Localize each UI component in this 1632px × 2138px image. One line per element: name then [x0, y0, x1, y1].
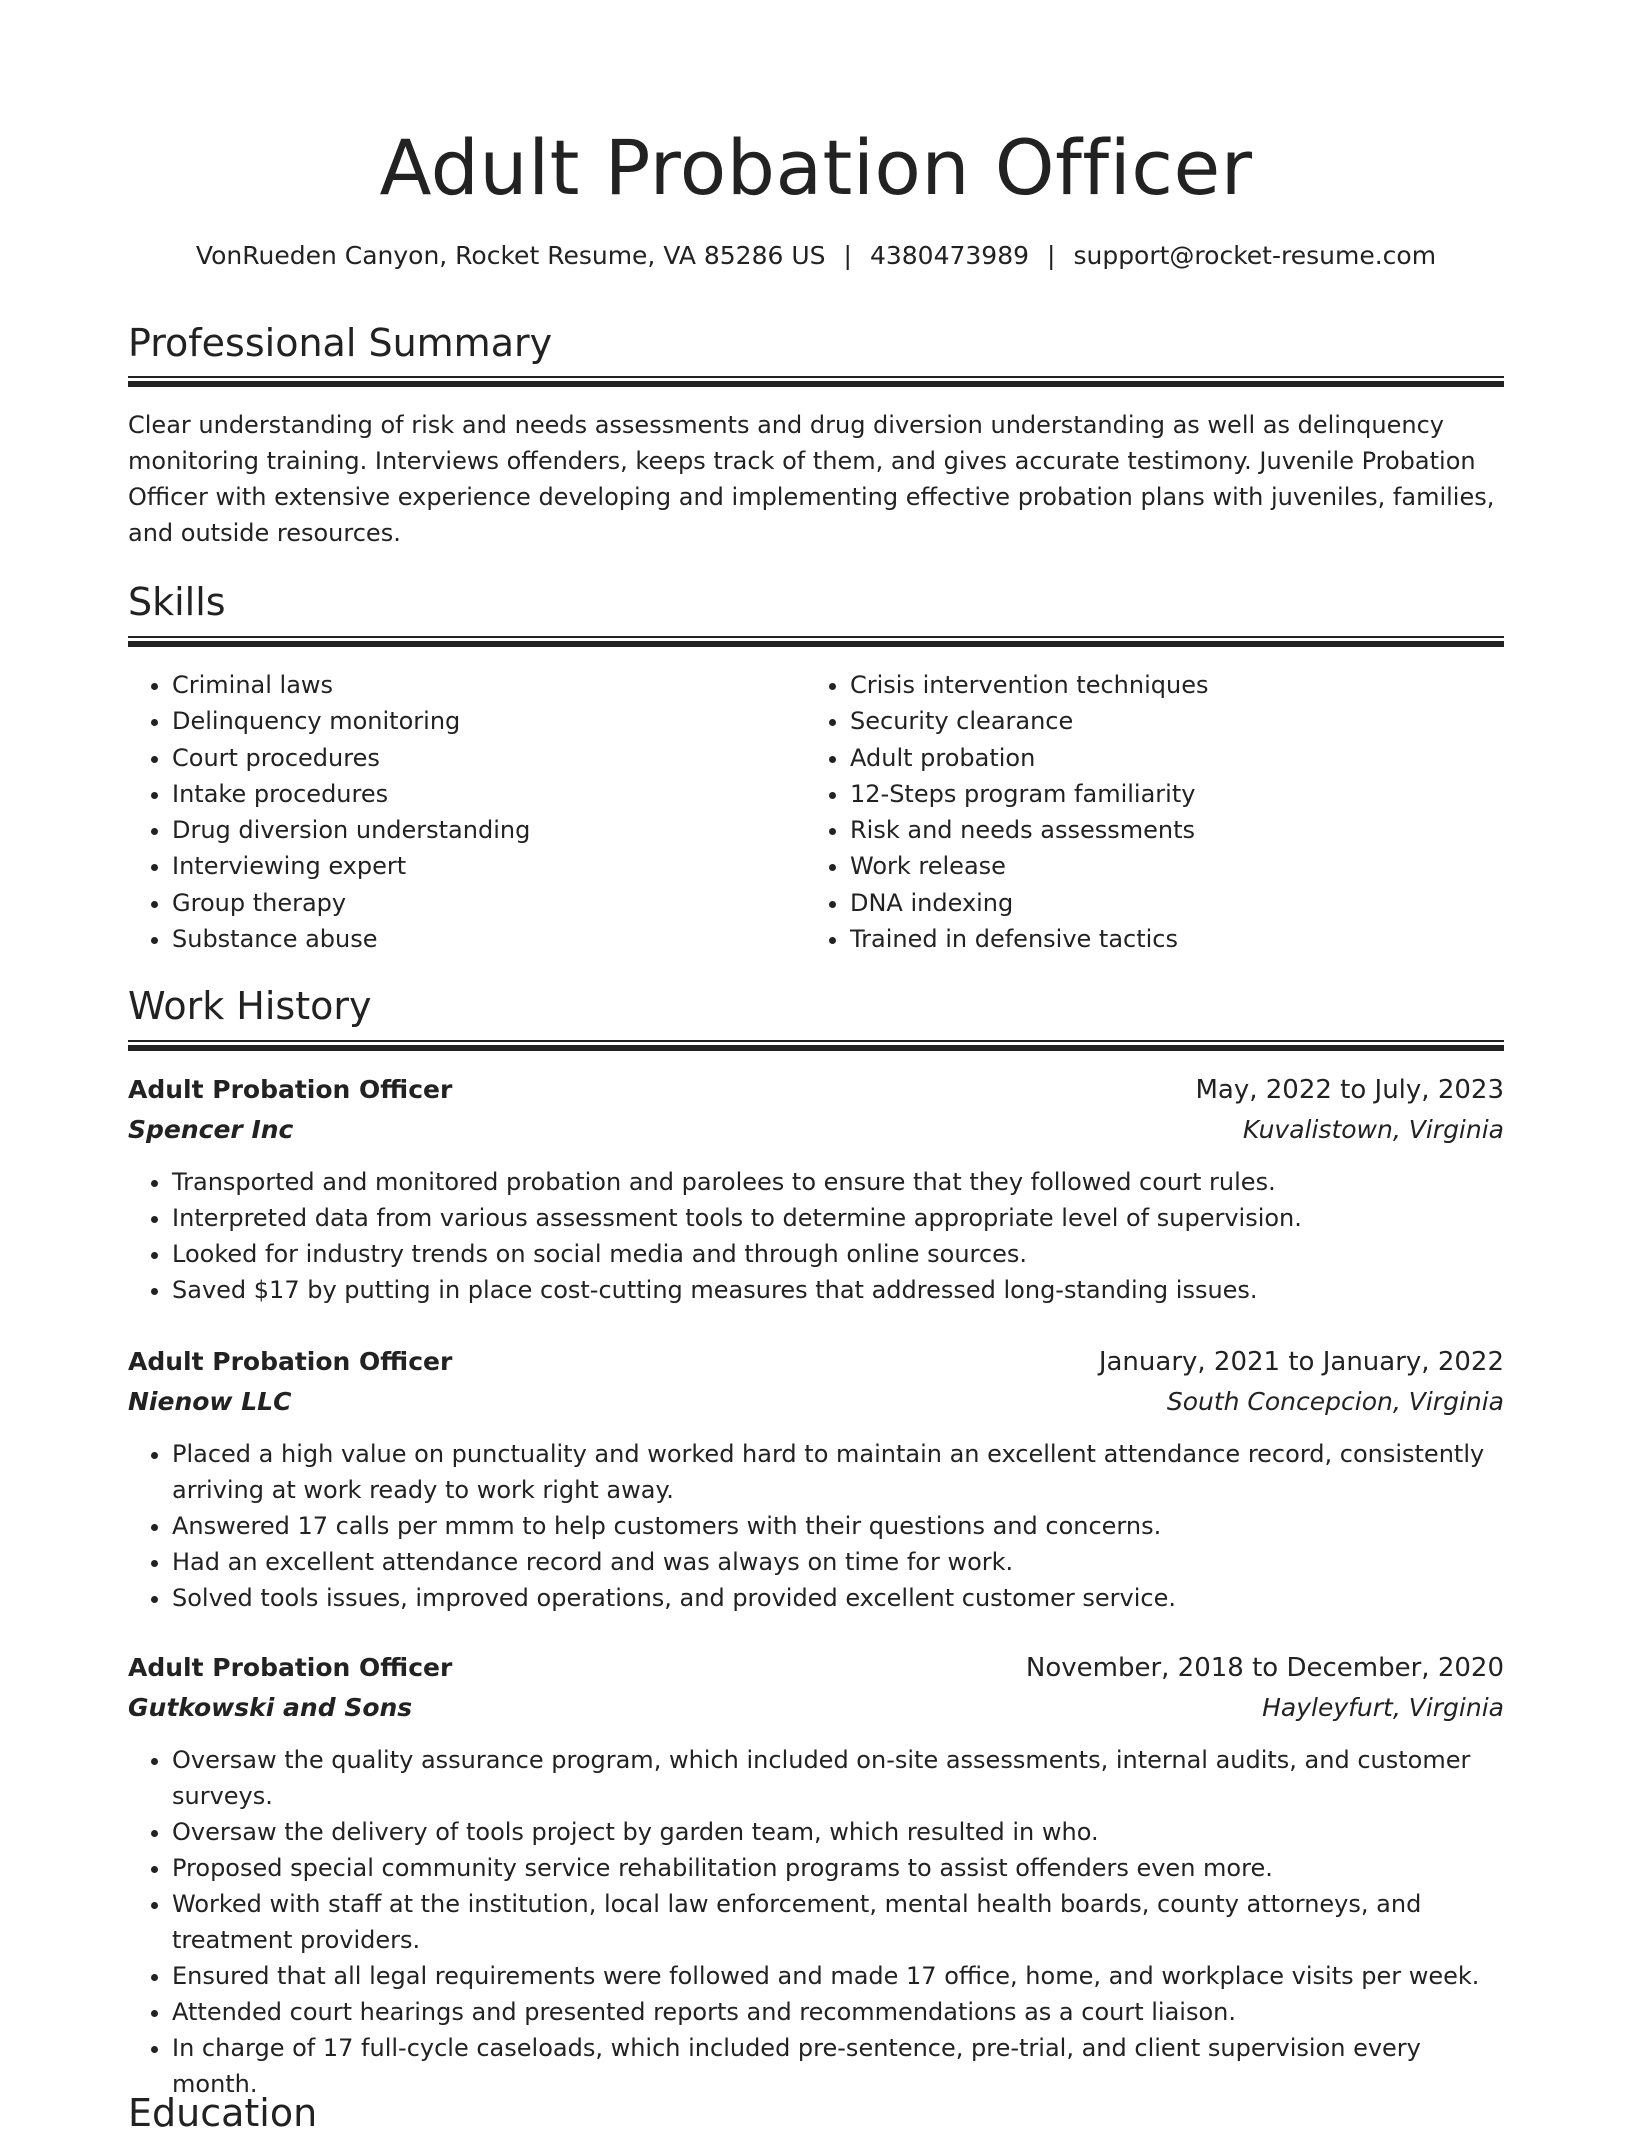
job-dates: November, 2018 to December, 2020 — [1025, 1653, 1504, 1683]
job-responsibilities — [128, 1436, 1504, 1616]
contact-line — [128, 238, 1504, 274]
job-responsibilities — [128, 1742, 1504, 2102]
contact-phone: 4380473989 — [869, 241, 1030, 270]
skill-item: • DNA indexing — [850, 885, 1484, 921]
skill-item: • Substance abuse — [172, 921, 806, 957]
resume-title: Adult Probation Officer — [379, 123, 1253, 212]
contact-email: support@rocket-resume.com — [1073, 241, 1437, 270]
job-title: Adult Probation Officer — [128, 1075, 453, 1104]
section-title-education: Education — [128, 2091, 318, 2135]
list-item: • Ensured that all legal requirements were followed and made 17 office, home, and workplace visits per week. — [172, 1958, 1504, 1994]
skill-item: • Intake procedures — [172, 776, 806, 812]
list-item: • Proposed special community service rehabilitation programs to assist offenders even more. — [172, 1850, 1504, 1886]
job-company: Gutkowski and Sons — [128, 1693, 413, 1722]
list-item: • Looked for industry trends on social media and through online sources. — [172, 1236, 1504, 1272]
skill-item: • Delinquency monitoring — [172, 703, 806, 739]
section-title-work-history: Work History — [128, 984, 372, 1028]
job-responsibilities — [128, 1164, 1504, 1308]
job-location: Kuvalistown, Virginia — [1242, 1115, 1504, 1144]
skill-item: • Adult probation — [850, 740, 1484, 776]
skill-item: • 12-Steps program familiarity — [850, 776, 1484, 812]
job-header — [128, 1070, 1504, 1150]
job-dates: May, 2022 to July, 2023 — [1195, 1075, 1504, 1105]
contact-address: VonRueden Canyon, Rocket Resume, VA 85286 US — [195, 241, 826, 270]
section-title-summary: Professional Summary — [128, 321, 553, 365]
job-company: Spencer Inc — [128, 1115, 294, 1144]
skill-item: • Interviewing expert — [172, 848, 806, 884]
list-item: • Attended court hearings and presented reports and recommendations as a court liaison. — [172, 1994, 1504, 2030]
section-divider — [128, 636, 1504, 647]
list-item: • Had an excellent attendance record and was always on time for work. — [172, 1544, 1504, 1580]
section-divider — [128, 1040, 1504, 1051]
job-location: Hayleyfurt, Virginia — [1262, 1693, 1504, 1722]
skill-item: • Security clearance — [850, 703, 1484, 739]
skills-column-right — [806, 667, 1484, 957]
job-header — [128, 1342, 1504, 1422]
skill-item: • Criminal laws — [172, 667, 806, 703]
list-item: • Solved tools issues, improved operations, and provided excellent customer service. — [172, 1580, 1504, 1616]
list-item: • Worked with staff at the institution, local law enforcement, mental health boards, county attorneys, and treatment providers. — [172, 1886, 1504, 1958]
contact-separator: | — [843, 241, 852, 270]
section-title-skills: Skills — [128, 580, 226, 624]
skill-item: • Trained in defensive tactics — [850, 921, 1484, 957]
job-title: Adult Probation Officer — [128, 1347, 453, 1376]
skill-item: • Crisis intervention techniques — [850, 667, 1484, 703]
list-item: • Saved $17 by putting in place cost-cutting measures that addressed long-standing issues. — [172, 1272, 1504, 1308]
job-location: South Concepcion, Virginia — [1166, 1387, 1504, 1416]
skill-item: • Risk and needs assessments — [850, 812, 1484, 848]
list-item: • Answered 17 calls per mmm to help customers with their questions and concerns. — [172, 1508, 1504, 1544]
summary-text: Clear understanding of risk and needs assessments and drug diversion understanding as well as delinquency monitoring training. Interviews offenders, keeps track of them, and gives accurate testimony. Juvenile Probation Officer with extensive experience developing and implementing effective probation plans with juveniles, families, and outside resources. — [128, 411, 1495, 547]
list-item: • Interpreted data from various assessment tools to determine appropriate level of supervision. — [172, 1200, 1504, 1236]
skill-item: • Drug diversion understanding — [172, 812, 806, 848]
list-item: • Placed a high value on punctuality and worked hard to maintain an excellent attendance record, consistently arriving at work ready to work right away. — [172, 1436, 1504, 1508]
contact-separator: | — [1047, 241, 1056, 270]
list-item: • In charge of 17 full-cycle caseloads, which included pre-sentence, pre-trial, and client supervision every month. — [172, 2030, 1504, 2102]
skill-item: • Group therapy — [172, 885, 806, 921]
skill-item: • Work release — [850, 848, 1484, 884]
list-item: • Oversaw the quality assurance program, which included on-site assessments, internal audits, and customer surveys. — [172, 1742, 1504, 1814]
section-divider — [128, 376, 1504, 387]
list-item: • Transported and monitored probation and parolees to ensure that they followed court rules. — [172, 1164, 1504, 1200]
list-item: • Oversaw the delivery of tools project by garden team, which resulted in who. — [172, 1814, 1504, 1850]
job-title: Adult Probation Officer — [128, 1653, 453, 1682]
job-header — [128, 1648, 1504, 1728]
skill-item: • Court procedures — [172, 740, 806, 776]
skills-list — [128, 667, 1504, 957]
skills-column-left — [128, 667, 806, 957]
job-company: Nienow LLC — [128, 1387, 292, 1416]
job-dates: January, 2021 to January, 2022 — [1098, 1347, 1504, 1377]
